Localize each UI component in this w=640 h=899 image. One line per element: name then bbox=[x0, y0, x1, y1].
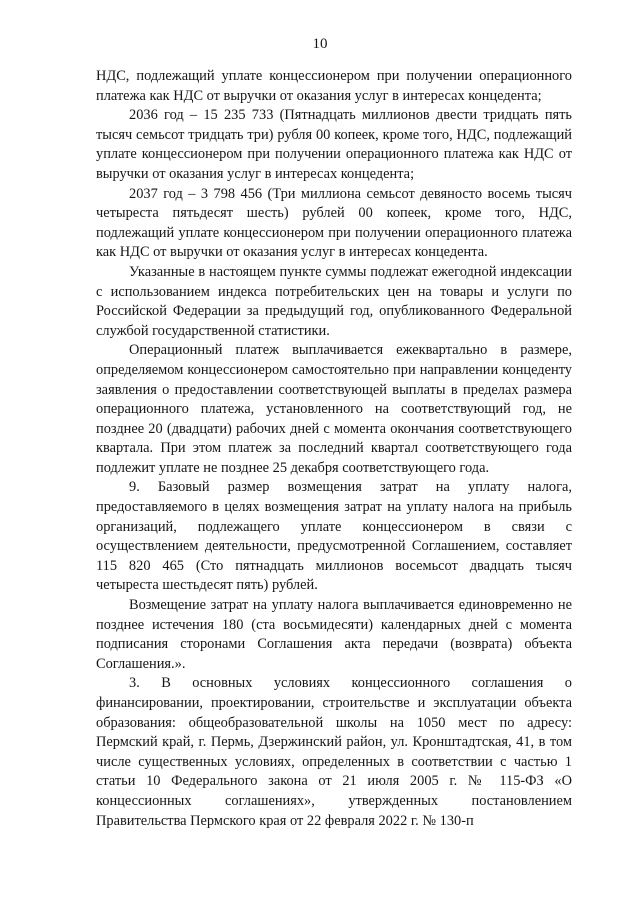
paragraph-tax-reimbursement: Возмещение затрат на уплату налога выплачивается единовременно не позднее истечения 180 (ста восьмидесяти) календарных дней с момента подписания сторонами Соглашения акта передачи (возврата) объекта Соглашения.». bbox=[96, 597, 572, 672]
paragraph-year-2036: 2036 год – 15 235 733 (Пятнадцать миллионов двести тридцать пять тысяч семьсот тридцать три) рубля 00 копеек, кроме того, НДС, подлежащий уплате концессионером при получении операционного платежа как НДС от выручки от оказания услуг в интересах концедента; bbox=[96, 107, 572, 182]
paragraph-operational-payment: Операционный платеж выплачивается ежеквартально в размере, определяемом концессионером самостоятельно при направлении концеденту заявления о предоставлении соответствующей выплаты в пределах размера операционного платежа, установленного на соответствующий год, не позднее 20 (двадцати) рабочих дней с момента окончания соответствующего квартала. При этом платеж за последний квартал соответствующего года подлежит уплате не позднее 25 декабря соответствующего года. bbox=[96, 342, 572, 476]
paragraph-indexation: Указанные в настоящем пункте суммы подлежат ежегодной индексации с использованием индекса потребительских цен на товары и услуги по Российской Федерации за предыдущий год, опубликованного Федеральной службой государственной статистики. bbox=[96, 263, 572, 339]
page-number: 10 bbox=[312, 36, 328, 52]
paragraph-item-9-base-compensation: 9. Базовый размер возмещения затрат на уплату налога, предоставляемого в целях возмещения затрат на уплату налога на прибыль организаций, подлежащего уплате концессионером в связи с осуществлением деятельности, предусмотренной Соглашением, составляет 115 820 465 (Сто пятнадцать миллионов восемьсот двадцать тысяч четыреста шестьдесят пять) рублей. bbox=[96, 479, 572, 594]
document-body bbox=[96, 67, 572, 831]
paragraph-year-2037: 2037 год – 3 798 456 (Три миллиона семьсот девяносто восемь тысяч четыреста пятьдесят шесть) рублей 00 копеек, кроме того, НДС, подлежащий уплате концессионером при получении операционного платежа как НДС от выручки от оказания услуг в интересах концедента. bbox=[96, 185, 572, 261]
paragraph-vat-continuation: НДС, подлежащий уплате концессионером при получении операционного платежа как НДС от выручки от оказания услуг в интересах концедента; bbox=[96, 68, 572, 104]
paragraph-item-3-main-conditions: 3. В основных условиях концессионного соглашения о финансировании, проектировании, строительстве и эксплуатации объекта образования: общеобразовательной школы на 1050 мест по адресу: Пермский край, г. Пермь, Дзержинский район, ул. Кронштадтская, 41, в том числе существенных условиях, определенных в соответствии с частью 1 статьи 10 Федерального закона от 21 июля 2005 г. № 115-ФЗ «О концессионных соглашениях», утвержденных постановлением Правительства Пермского края от 22 февраля 2022 г. № 130-п bbox=[96, 675, 572, 829]
